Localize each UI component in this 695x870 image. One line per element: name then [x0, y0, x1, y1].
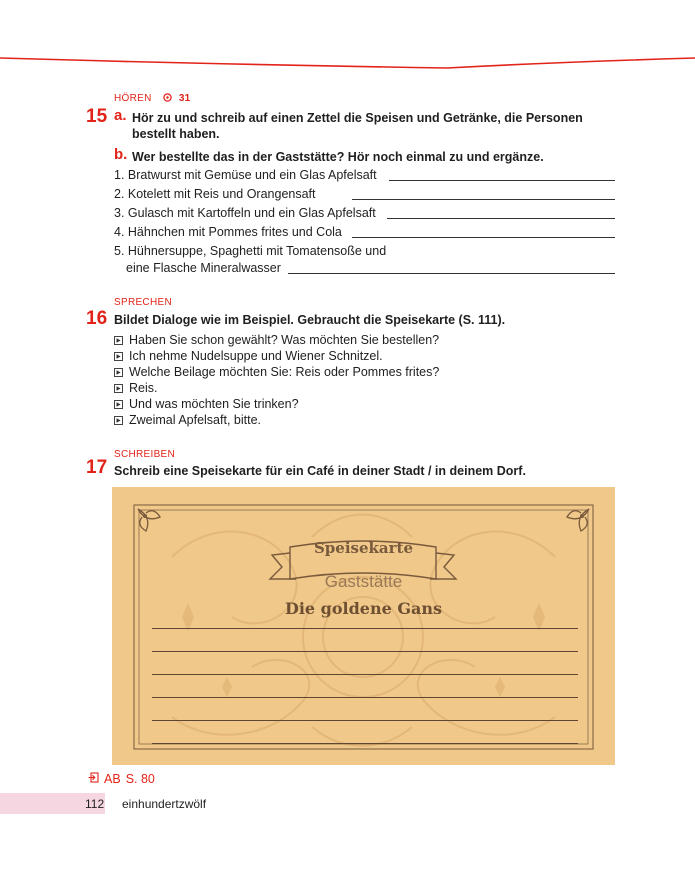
audio-disc-icon[interactable]: [163, 93, 172, 105]
instruction-line: Hör zu und schreib auf einen Zettel die Speisen und Getränke, die Personen: [132, 111, 583, 125]
dialog-text: Haben Sie schon gewählt? Was möchten Sie bestellen?: [129, 333, 440, 347]
subtask-letter-a: a.: [114, 107, 127, 124]
answer-line[interactable]: [352, 237, 615, 238]
dialog-text: Welche Beilage möchten Sie: Reis oder Pommes frites?: [129, 365, 440, 379]
dialog-text: Reis.: [129, 381, 158, 395]
answer-line[interactable]: [288, 273, 615, 274]
page-number-word: einhundertzwölf: [122, 797, 207, 811]
menu-writing-line[interactable]: [152, 743, 578, 744]
subtask-letter-b: b.: [114, 146, 128, 163]
list-item: 1. Bratwurst mit Gemüse und ein Glas Apfelsaft: [114, 168, 377, 182]
dialog-line: [114, 397, 299, 411]
menu-card: [112, 487, 615, 765]
exercise-instruction-a: [132, 110, 583, 142]
menu-card-banner-text: Speisekarte: [313, 539, 414, 557]
workbook-label: AB: [104, 772, 121, 786]
answer-line[interactable]: [352, 199, 615, 200]
menu-writing-line[interactable]: [152, 697, 578, 698]
list-item: 3. Gulasch mit Kartoffeln und ein Glas Apfelsaft: [114, 206, 376, 220]
dialog-text: Zweimal Apfelsaft, bitte.: [129, 413, 262, 427]
menu-card-ornament: [112, 487, 615, 765]
play-icon: [114, 400, 123, 409]
section-label-hoeren: [114, 93, 191, 105]
play-icon: [114, 352, 123, 361]
instruction-line: bestellt haben.: [132, 127, 220, 141]
menu-writing-line[interactable]: [152, 674, 578, 675]
section-label-text: HÖREN: [114, 93, 152, 104]
menu-writing-line[interactable]: [152, 720, 578, 721]
list-item: 5. Hühnersuppe, Spaghetti mit Tomatensoße und: [114, 244, 387, 258]
workbook-page: S. 80: [125, 772, 155, 786]
page-number: 112: [85, 797, 105, 811]
exercise-number: 17: [86, 457, 108, 478]
list-item-continuation: eine Flasche Mineralwasser: [126, 261, 281, 275]
exercise-number: 15: [86, 106, 108, 127]
menu-writing-line[interactable]: [152, 628, 578, 629]
list-item: 4. Hähnchen mit Pommes frites und Cola: [114, 225, 342, 239]
dialog-line: [114, 381, 157, 395]
arrow-into-box-icon: [88, 772, 99, 786]
dialog-line: [114, 413, 261, 427]
answer-line[interactable]: [389, 180, 615, 181]
dialog-line: [114, 365, 439, 379]
menu-card-subtitle: Gaststätte: [324, 572, 403, 591]
play-icon: [114, 384, 123, 393]
dialog-line: [114, 349, 383, 363]
answer-line[interactable]: [387, 218, 615, 219]
menu-card-restaurant-name: Die goldene Gans: [284, 599, 443, 618]
exercise-number: 16: [86, 308, 108, 329]
play-icon: [114, 336, 123, 345]
exercise-instruction: Schreib eine Speisekarte für ein Café in deiner Stadt / in deinem Dorf.: [114, 464, 526, 478]
play-icon: [114, 368, 123, 377]
dialog-text: Ich nehme Nudelsuppe und Wiener Schnitzel.: [129, 349, 383, 363]
dialog-line: [114, 333, 439, 347]
list-item: 2. Kotelett mit Reis und Orangensaft: [114, 187, 316, 201]
top-decorative-line: [0, 0, 695, 80]
exercise-instruction-b: Wer bestellte das in der Gaststätte? Hör noch einmal zu und ergänze.: [132, 150, 544, 164]
audio-track-number: 31: [178, 93, 191, 104]
section-label-schreiben: SCHREIBEN: [114, 449, 176, 460]
exercise-instruction: Bildet Dialoge wie im Beispiel. Gebraucht die Speisekarte (S. 111).: [114, 313, 506, 327]
section-label-sprechen: SPRECHEN: [114, 297, 172, 308]
dialog-text: Und was möchten Sie trinken?: [129, 397, 299, 411]
menu-writing-line[interactable]: [152, 651, 578, 652]
play-icon: [114, 416, 123, 425]
workbook-reference[interactable]: [88, 772, 155, 786]
